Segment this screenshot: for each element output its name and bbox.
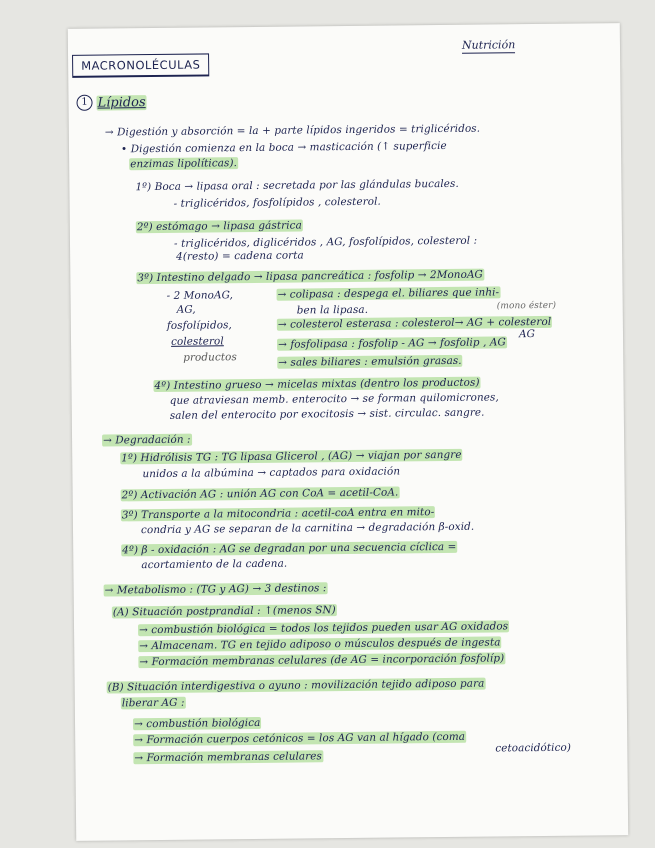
note-line: enzimas lipolíticas). xyxy=(130,157,238,171)
note-line: condria y AG se separan de la carnitina → degradación β-oxid. xyxy=(140,520,475,537)
note-line: → Degradación : xyxy=(103,433,191,447)
section-number-circle: 1 xyxy=(76,95,92,111)
note-line: → colesterol esterasa : colesterol→ AG + colesterol xyxy=(277,315,552,331)
note-line: productos xyxy=(183,351,237,364)
note-line: (B) Situación interdigestiva o ayuno : movilización tejido adiposo para xyxy=(107,677,485,694)
note-line: (A) Situación postprandial : ↑(menos SN) xyxy=(112,604,336,619)
note-line: • Digestión comienza en la boca → masticación (↑ superficie xyxy=(120,139,447,156)
note-line: 4º) β - oxidación : AG se degradan por una secuencia cíclica = xyxy=(122,540,457,557)
note-line: → Metabolismo : (TG y AG) → 3 destinos : xyxy=(104,582,327,597)
note-line: → Almacenam. TG en tejido adiposo o músculos después de ingesta xyxy=(139,636,501,653)
note-line: colesterol xyxy=(170,335,224,348)
note-line: ben la lipasa. xyxy=(296,303,369,317)
note-line: 1º) Boca → lipasa oral : secretada por las glándulas bucales. xyxy=(135,177,459,194)
note-line: 1º) Hidrólisis TG : TG lipasa Glicerol , (AG) → viajan por sangre xyxy=(121,448,462,465)
page-title: MACRONOLÉCULAS xyxy=(72,53,210,77)
section-title: Lípidos xyxy=(97,94,146,111)
note-line: que atraviesan memb. enterocito → se forman quilomicrones, xyxy=(169,391,499,407)
note-line: liberar AG : xyxy=(121,696,185,710)
note-line: 3º) Intestino delgado → lipasa pancreática : fosfolip → 2MonoAG xyxy=(137,268,483,285)
note-line: 2º) Activación AG : unión AG con CoA = acetil-CoA. xyxy=(121,486,399,502)
note-line: - 2 MonoAG, xyxy=(166,289,234,302)
note-annotation: (mono éster) xyxy=(496,300,557,312)
note-line: → colipasa : despega el. biliares que inhi- xyxy=(277,286,500,301)
note-line: 4º) Intestino grueso → micelas mixtas (dentro los productos) xyxy=(154,376,480,393)
section-heading-lipidos xyxy=(76,94,146,111)
subject-label: Nutrición xyxy=(461,38,516,52)
note-line: 4(resto) = cadena corta xyxy=(176,249,304,263)
note-line: AG, xyxy=(176,303,196,316)
note-line: - triglicéridos, diglicéridos , AG, fosfolípidos, colesterol : xyxy=(173,234,478,250)
notebook-page xyxy=(68,23,628,841)
note-line: cetoacidótico) xyxy=(495,741,572,755)
note-line: salen del enterocito por exocitosis → sist. circulac. sangre. xyxy=(169,406,485,422)
note-line: → combustión biológica = todos los tejidos pueden usar AG oxidados xyxy=(139,620,509,637)
note-line: → Formación cuerpos cetónicos = los AG van al hígado (coma xyxy=(134,730,466,747)
note-line: fosfolípidos, xyxy=(166,319,232,332)
note-line: 3º) Transporte a la mitocondria : acetil-coA entra en mito- xyxy=(121,506,435,522)
note-line: AG xyxy=(518,328,536,341)
note-line: → combustión biológica xyxy=(133,716,261,731)
note-line: - triglicéridos, fosfolípidos , colesterol. xyxy=(173,195,381,210)
note-line: 2º) estómago → lipasa gástrica xyxy=(136,219,302,234)
note-line: → Digestión y absorción = la + parte lípidos ingeridos = triglicéridos. xyxy=(104,122,481,139)
note-line: → Formación membranas celulares (de AG = incorporación fosfolíp) xyxy=(139,652,505,669)
note-line: → fosfolipasa : fosfolip - AG → fosfolip , AG xyxy=(278,336,506,351)
note-line: acortamiento de la cadena. xyxy=(141,557,288,572)
note-line: unidos a la albúmina → captados para oxidación xyxy=(142,465,401,481)
note-line: → Formación membranas celulares xyxy=(134,750,323,765)
note-line: → sales biliares : emulsión grasas. xyxy=(278,354,462,369)
